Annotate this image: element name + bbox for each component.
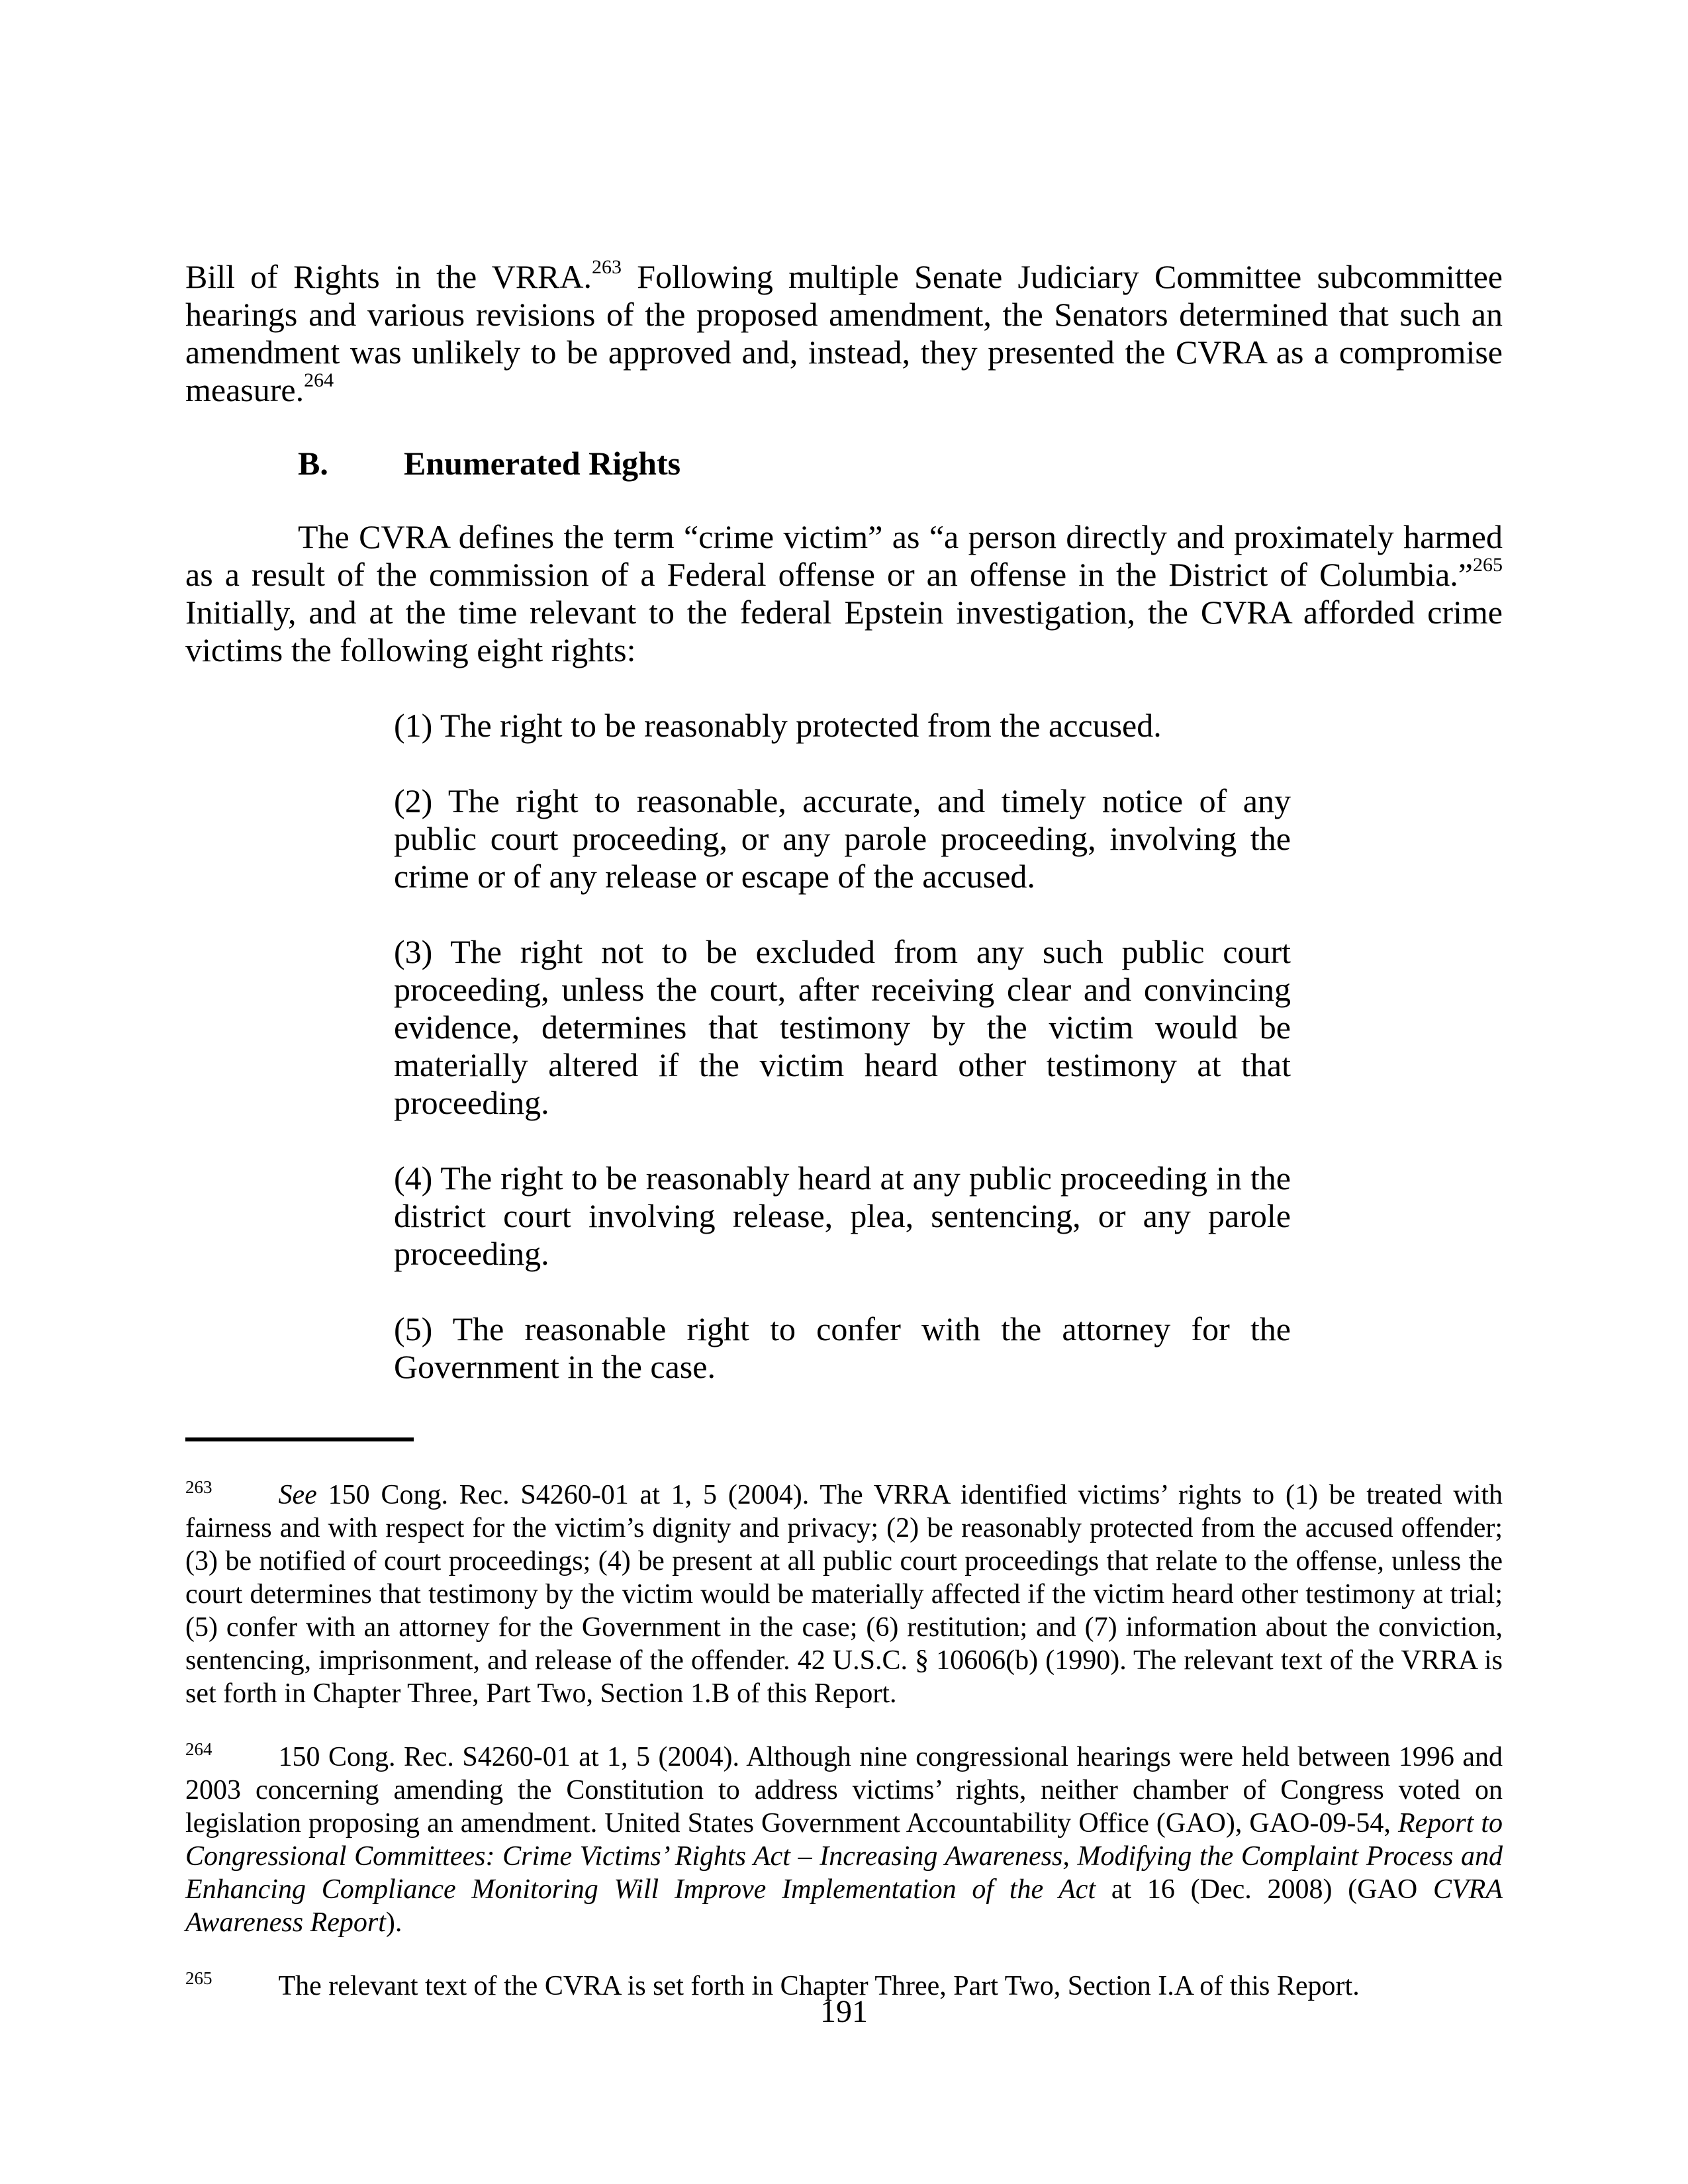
footnote-265-text: The relevant text of the CVRA is set forth in Chapter Three, Part Two, Section I.A of this Report.	[278, 1971, 1360, 2001]
enumerated-rights-blockquote	[185, 707, 1503, 1386]
section-heading	[185, 445, 1503, 482]
section-heading-title: Enumerated Rights	[404, 445, 681, 482]
right-item-1: (1) The right to be reasonably protected from the accused.	[394, 707, 1162, 744]
footnote-section	[185, 1437, 1503, 2003]
footnote-264	[185, 1741, 1503, 1939]
footnote-263-marker: 263	[185, 1477, 212, 1497]
body-paragraph-2: The CVRA defines the term “crime victim” as “a person directly and proximately harmed as a result of the commission of a Federal offense or an offense in the District of Columbia.”$^{265}$ Initially, and at the time relevant to the federal Epstein investigation, the CVRA afforded crime victims the following eight rights:	[185, 518, 1503, 668]
body-paragraph-1: Bill of Rights in the VRRA.$^{263}$ Following multiple Senate Judiciary Committee subcommittee hearings and various revisions of the proposed amendment, the Senators determined that such an amendment was unlikely to be approved and, instead, they presented the CVRA as a compromise measure.$^{264}$	[185, 256, 1503, 408]
footnote-263-text: See 150 Cong. Rec. S4260-01 at 1, 5 (2004). The VRRA identified victims’ rights to (1) be treated with fairness and with respect for the victim’s dignity and privacy; (2) be reasonably protected from the accused offender; (3) be notified of court proceedings; (4) be present at all public court proceedings that relate to the offense, unless the court determines that testimony by the victim would be materially affected if the victim heard other testimony at trial; (5) confer with an attorney for the Government in the case; (6) restitution; and (7) information about the conviction, sentencing, imprisonment, and release of the offender. 42 U.S.C. § 10606(b) (1990). The relevant text of the VRRA is set forth in Chapter Three, Part Two, Section 1.B of this Report.	[185, 1480, 1503, 1709]
footnote-265-marker: 265	[185, 1968, 212, 1988]
footnote-divider-rule	[185, 1437, 414, 1441]
right-item-5: (5) The reasonable right to confer with the attorney for the Government in the case.	[394, 1310, 1291, 1385]
footnote-263	[185, 1479, 1503, 1710]
right-item-2: (2) The right to reasonable, accurate, and timely notice of any public court proceeding, or any parole proceeding, involving the crime or of any release or escape of the accused.	[394, 782, 1291, 895]
footnote-264-text: 150 Cong. Rec. S4260-01 at 1, 5 (2004). Although nine congressional hearings were held between 1996 and 2003 concerning amending the Constitution to address victims’ rights, neither chamber of Congress voted on legislation proposing an amendment. United States Government Accountability Office (GAO), GAO-09-54, Report to Congressional Committees: Crime Victims’ Rights Act – Increasing Awareness, Modifying the Complaint Process and Enhancing Compliance Monitoring Will Improve Implementation of the Act at 16 (Dec. 2008) (GAO CVRA Awareness Report).	[185, 1742, 1503, 1938]
page-number: 191	[820, 1994, 868, 2029]
right-item-3: (3) The right not to be excluded from any such public court proceeding, unless the court, after receiving clear and convincing evidence, determines that testimony by the victim would be materially altered if the victim heard other testimony at that proceeding.	[394, 933, 1291, 1121]
section-heading-label: B.	[298, 445, 328, 482]
body-text-block	[185, 0, 1503, 1386]
right-item-4: (4) The right to be reasonably heard at any public proceeding in the district court involving release, plea, sentencing, or any parole proceeding.	[394, 1160, 1291, 1272]
footnote-264-marker: 264	[185, 1739, 212, 1759]
